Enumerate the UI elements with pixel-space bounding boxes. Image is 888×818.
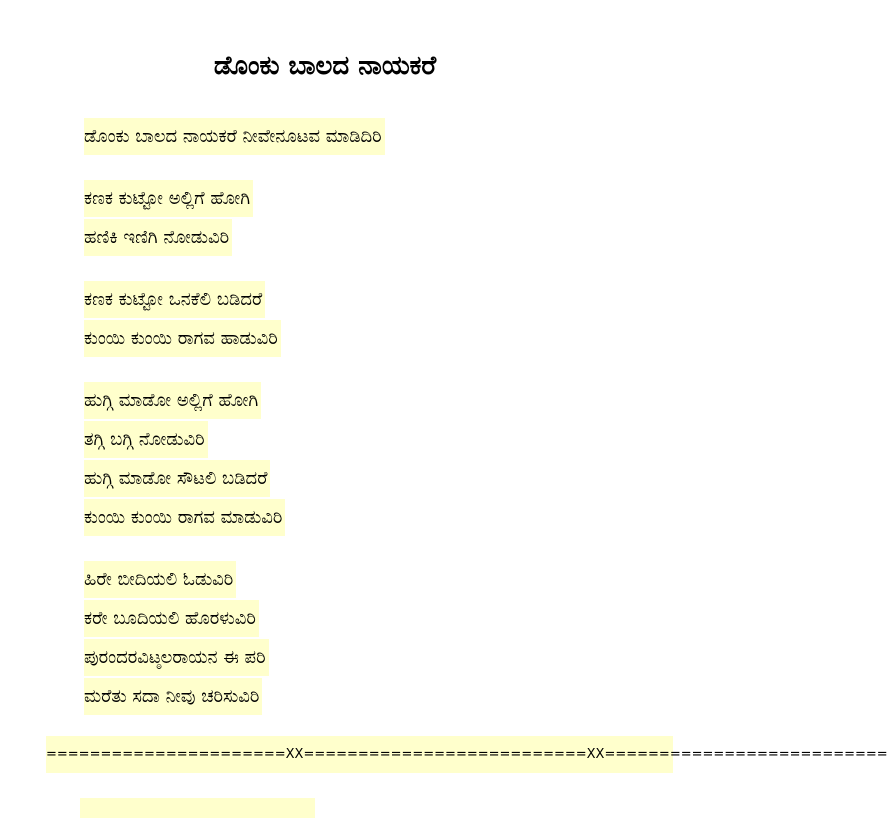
stanza-4 bbox=[84, 382, 385, 536]
poem-line: ಕುಂಯಿ ಕುಂಯಿ ರಾಗವ ಮಾಡುವಿರಿ bbox=[84, 499, 285, 536]
poem-line: ಕಣಕ ಕುಟ್ಟೋ ಒನಕೆಲಿ ಬಡಿದರೆ bbox=[84, 281, 265, 318]
stanza-3 bbox=[84, 281, 385, 357]
poem-line: ಡೊಂಕು ಬಾಲದ ನಾಯಕರೆ ನೀವೇನೂಟವ ಮಾಡಿದಿರಿ bbox=[84, 118, 385, 155]
poem-line: ಹಿರೇ ಬೀದಿಯಲಿ ಓಡುವಿರಿ bbox=[84, 561, 236, 598]
stanza-1 bbox=[84, 118, 385, 155]
stanza-5 bbox=[84, 561, 385, 715]
stanza-2 bbox=[84, 180, 385, 256]
next-line-highlight bbox=[80, 798, 315, 818]
poem-line: ಕರೇ ಬೂದಿಯಲಿ ಹೊರಳುವಿರಿ bbox=[84, 600, 259, 637]
section-separator: ======================XX==========================XX========================== bbox=[46, 736, 673, 773]
poem-line: ಮರೆತು ಸದಾ ನೀವು ಚರಿಸುವಿರಿ bbox=[84, 678, 262, 715]
poem-line: ಕಣಕ ಕುಟ್ಟೋ ಅಲ್ಲಿಗೆ ಹೋಗಿ bbox=[84, 180, 253, 217]
poem-line: ಹಣಿಕಿ ಇಣಿಗಿ ನೋಡುವಿರಿ bbox=[84, 219, 232, 256]
poem-line: ಪುರಂದರವಿಟ್ಠಲರಾಯನ ಈ ಪರಿ bbox=[84, 639, 269, 676]
poem-line: ತಗ್ಗಿ ಬಗ್ಗಿ ನೋಡುವಿರಿ bbox=[84, 421, 208, 458]
poem-body bbox=[84, 118, 385, 740]
poem-line: ಕುಂಯಿ ಕುಂಯಿ ರಾಗವ ಹಾಡುವಿರಿ bbox=[84, 320, 281, 357]
page-title: ಡೊಂಕು ಬಾಲದ ನಾಯಕರೆ bbox=[213, 51, 437, 81]
poem-line: ಹುಗ್ಗಿ ಮಾಡೋ ಅಲ್ಲಿಗೆ ಹೋಗಿ bbox=[84, 382, 261, 419]
poem-line: ಹುಗ್ಗಿ ಮಾಡೋ ಸೌಟಲಿ ಬಡಿದರೆ bbox=[84, 460, 270, 497]
